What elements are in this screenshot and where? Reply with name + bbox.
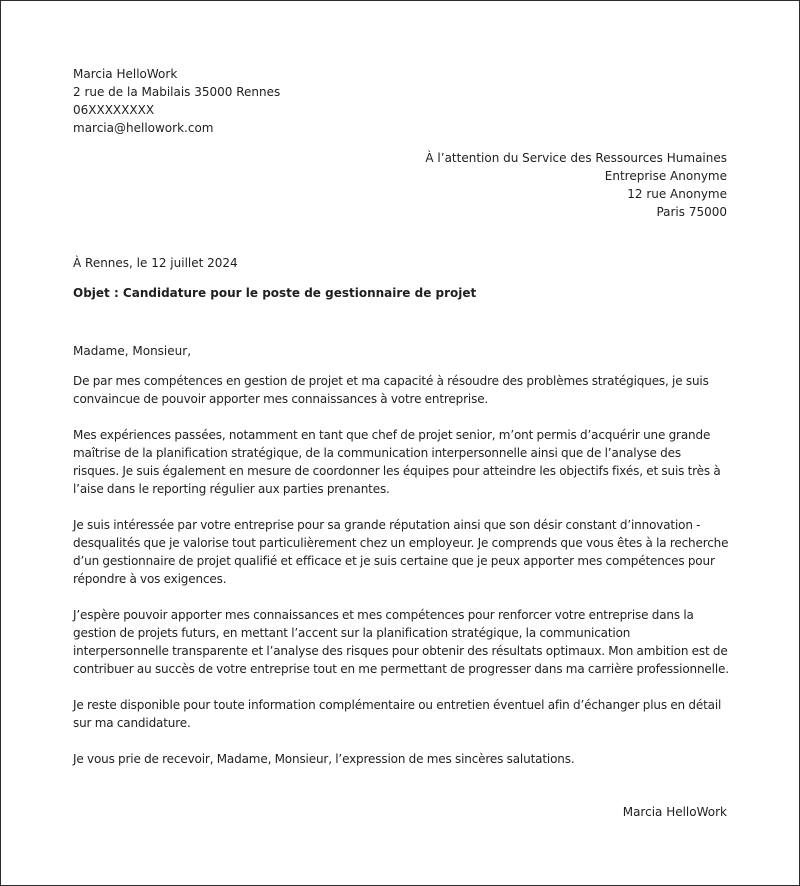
letter-subject: Objet : Candidature pour le poste de gestionnaire de projet xyxy=(73,286,477,300)
body-paragraph-1: De par mes compétences en gestion de projet et ma capacité à résoudre des problèmes stratégiques, je suis convaincue de pouvoir apporter mes connaissances à votre entreprise. xyxy=(73,374,709,406)
recipient-city: Paris 75000 xyxy=(656,205,727,219)
body-paragraph-2: Mes expériences passées, notamment en tant que chef de projet senior, m’ont permis d’acquérir une grande maîtrise de la planification stratégique, de la communication interpersonnelle ainsi que de l’analyse des risques. Je suis également en mesure de coordonner les équipes pour atteindre les objectifs fixés, et suis très à l’aise dans le reporting régulier aux parties prenantes. xyxy=(73,428,721,496)
sender-address: 2 rue de la Mabilais 35000 Rennes xyxy=(73,85,281,99)
recipient-company: Entreprise Anonyme xyxy=(604,169,727,183)
body-paragraph-5: Je reste disponible pour toute information complémentaire ou entretien éventuel afin d’échanger plus en détail sur ma candidature. xyxy=(73,698,722,730)
letter-greeting: Madame, Monsieur, xyxy=(73,344,192,358)
signature: Marcia HelloWork xyxy=(622,805,727,819)
recipient-street: 12 rue Anonyme xyxy=(627,187,727,201)
closing-paragraph: Je vous prie de recevoir, Madame, Monsieur, l’expression de mes sincères salutations. xyxy=(73,752,575,766)
sender-email: marcia@hellowork.com xyxy=(73,121,214,135)
sender-phone: 06XXXXXXXX xyxy=(73,103,155,117)
sender-name: Marcia HelloWork xyxy=(73,67,178,81)
body-paragraph-4: J’espère pouvoir apporter mes connaissances et mes compétences pour renforcer votre entreprise dans la gestion de projets futurs, en mettant l’accent sur la planification stratégique, la communication interpersonnelle transparente et l’analyse des risques pour obtenir des résultats optimaux. Mon ambition est de contribuer au succès de votre entreprise tout en me permettant de progresser dans ma carrière professionnelle. xyxy=(73,608,729,676)
letter-date: À Rennes, le 12 juillet 2024 xyxy=(73,256,238,270)
recipient-block xyxy=(307,149,727,221)
sender-block xyxy=(73,65,473,137)
recipient-attention: À l’attention du Service des Ressources Humaines xyxy=(425,151,727,165)
body-paragraph-3: Je suis intéressée par votre entreprise pour sa grande réputation ainsi que son désir constant d’innovation - desqualités que je valorise tout particulièrement chez un employeur. Je comprends que vous êtes à la recherche d’un gestionnaire de projet qualifié et efficace et je suis certaine que je peux apporter mes compétences pour répondre à vos exigences. xyxy=(73,518,729,586)
